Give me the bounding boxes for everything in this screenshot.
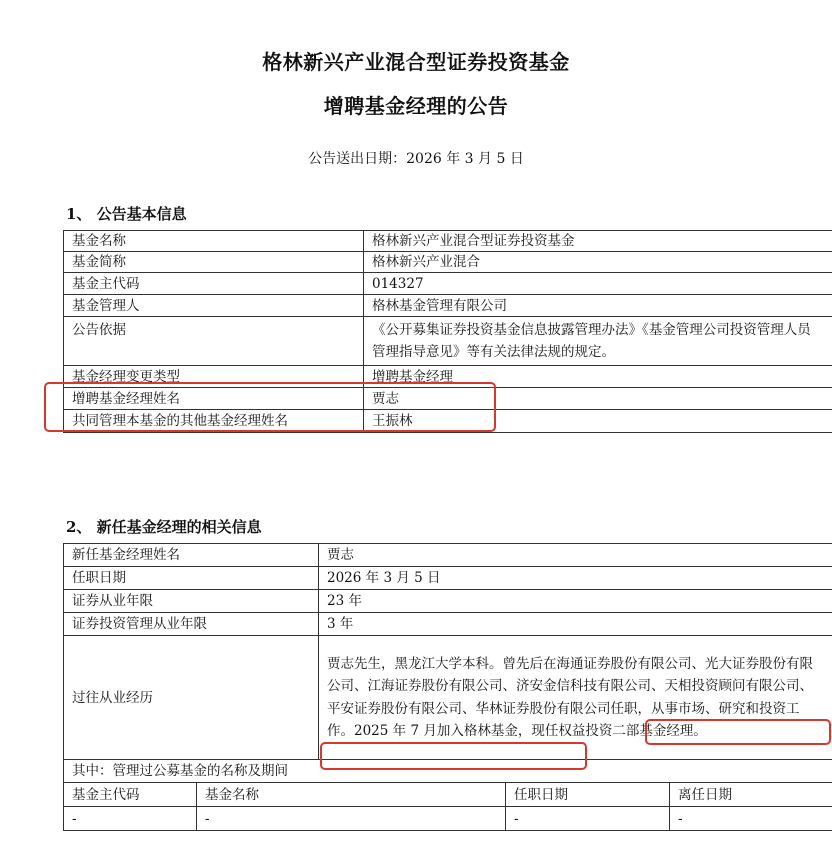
table-row bbox=[64, 366, 832, 388]
header-start-date: 任职日期 bbox=[506, 783, 670, 807]
row-value: 格林基金管理有限公司 bbox=[364, 295, 832, 317]
row-label: 增聘基金经理姓名 bbox=[64, 388, 364, 410]
table-row bbox=[64, 807, 832, 831]
career-history bbox=[319, 636, 832, 760]
row-label: 基金经理变更类型 bbox=[64, 366, 364, 388]
new-manager-table bbox=[63, 543, 832, 831]
table-row bbox=[64, 567, 832, 590]
section1-heading: 1、 公告基本信息 bbox=[66, 205, 187, 223]
row-value: 增聘基金经理 bbox=[364, 366, 832, 388]
cell-start-date: - bbox=[506, 807, 670, 831]
table-row bbox=[64, 783, 832, 807]
send-date: 公告送出日期：2026 年 3 月 5 日 bbox=[308, 151, 524, 167]
row-label: 证券从业年限 bbox=[64, 590, 319, 613]
header-end-date: 离任日期 bbox=[670, 783, 832, 807]
row-value: 格林新兴产业混合 bbox=[364, 252, 832, 273]
row-value: 23 年 bbox=[319, 590, 832, 613]
cell-fund-code: - bbox=[64, 807, 197, 831]
row-value: 王振林 bbox=[364, 410, 832, 433]
row-label: 基金主代码 bbox=[64, 273, 364, 295]
row-label: 基金名称 bbox=[64, 231, 364, 252]
row-value: 《公开募集证券投资基金信息披露管理办法》《基金管理公司投资管理人员管理指导意见》等有关法律法规的规定。 bbox=[364, 317, 832, 366]
row-label: 基金管理人 bbox=[64, 295, 364, 317]
row-label: 证券投资管理从业年限 bbox=[64, 613, 319, 636]
row-label: 新任基金经理姓名 bbox=[64, 544, 319, 567]
row-value: 014327 bbox=[364, 273, 832, 295]
career-history-part1: 贾志先生，黑龙江大学本科。曾先后在海通证券股份有限公司、光大证券股份有限公司、江海证券股份有限公司、济安金信科技有限公司、天相投资顾问有限公司、平安证券股份有限公司、华林证券股份有限公司任职，从事市场、研究和投资工作。 bbox=[327, 655, 813, 739]
row-label: 公告依据 bbox=[64, 317, 364, 366]
managed-funds-caption: 其中：管理过公募基金的名称及期间 bbox=[64, 760, 832, 783]
row-label: 过往从业经历 bbox=[64, 636, 319, 760]
table-row bbox=[64, 760, 832, 783]
table-row bbox=[64, 636, 832, 760]
table-row bbox=[64, 295, 832, 317]
career-history-part2: 2025 年 7 月加入格林基金，现任权益投资二部基金经理。 bbox=[354, 723, 707, 739]
section2-heading: 2、 新任基金经理的相关信息 bbox=[66, 518, 262, 536]
basic-info-table bbox=[63, 230, 832, 433]
table-row bbox=[64, 590, 832, 613]
row-value: 3 年 bbox=[319, 613, 832, 636]
document-title: 格林新兴产业混合型证券投资基金 bbox=[262, 50, 570, 74]
document-subtitle: 增聘基金经理的公告 bbox=[323, 94, 509, 118]
header-fund-name: 基金名称 bbox=[197, 783, 506, 807]
table-row bbox=[64, 317, 832, 366]
table-row bbox=[64, 410, 832, 433]
cell-end-date: - bbox=[670, 807, 832, 831]
row-label: 任职日期 bbox=[64, 567, 319, 590]
row-label: 基金简称 bbox=[64, 252, 364, 273]
table-row bbox=[64, 544, 832, 567]
header-fund-code: 基金主代码 bbox=[64, 783, 197, 807]
table-row bbox=[64, 252, 832, 273]
table-row bbox=[64, 613, 832, 636]
row-value: 贾志 bbox=[319, 544, 832, 567]
row-value: 格林新兴产业混合型证券投资基金 bbox=[364, 231, 832, 252]
table-row bbox=[64, 231, 832, 252]
cell-fund-name: - bbox=[197, 807, 506, 831]
table-row bbox=[64, 388, 832, 410]
row-value: 贾志 bbox=[364, 388, 832, 410]
table-row bbox=[64, 273, 832, 295]
row-label: 共同管理本基金的其他基金经理姓名 bbox=[64, 410, 364, 433]
row-value: 2026 年 3 月 5 日 bbox=[319, 567, 832, 590]
